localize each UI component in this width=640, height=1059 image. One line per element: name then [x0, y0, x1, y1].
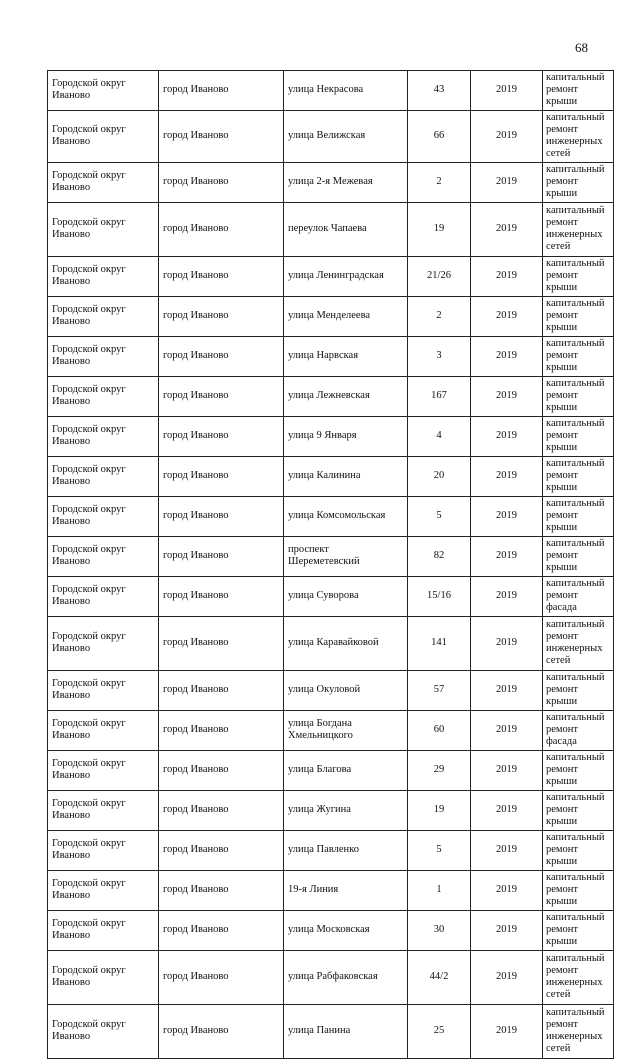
cell-municipality: Городской округ Иваново — [48, 1005, 159, 1059]
cell-work-type: капитальный ремонт инженерных сетей — [543, 617, 614, 671]
cell-street: улица Калинина — [284, 457, 408, 497]
cell-settlement: город Иваново — [159, 257, 284, 297]
cell-settlement: город Иваново — [159, 751, 284, 791]
cell-house-number: 82 — [408, 537, 471, 577]
cell-street: улица Панина — [284, 1005, 408, 1059]
cell-street: улица Некрасова — [284, 71, 408, 111]
cell-municipality: Городской округ Иваново — [48, 711, 159, 751]
repair-program-table — [47, 70, 614, 1059]
cell-year: 2019 — [471, 163, 543, 203]
cell-municipality: Городской округ Иваново — [48, 831, 159, 871]
cell-street: улица Комсомольская — [284, 497, 408, 537]
table-row — [48, 203, 614, 257]
cell-house-number: 43 — [408, 71, 471, 111]
cell-settlement: город Иваново — [159, 537, 284, 577]
cell-house-number: 66 — [408, 111, 471, 163]
table-row — [48, 111, 614, 163]
cell-municipality: Городской округ Иваново — [48, 671, 159, 711]
cell-municipality: Городской округ Иваново — [48, 163, 159, 203]
cell-house-number: 29 — [408, 751, 471, 791]
cell-work-type: капитальный ремонт крыши — [543, 457, 614, 497]
cell-work-type: капитальный ремонт инженерных сетей — [543, 1005, 614, 1059]
cell-work-type: капитальный ремонт инженерных сетей — [543, 203, 614, 257]
cell-settlement: город Иваново — [159, 711, 284, 751]
cell-year: 2019 — [471, 671, 543, 711]
cell-work-type: капитальный ремонт крыши — [543, 911, 614, 951]
table-row — [48, 617, 614, 671]
cell-house-number: 3 — [408, 337, 471, 377]
table-body — [48, 71, 614, 1059]
cell-work-type: капитальный ремонт крыши — [543, 337, 614, 377]
cell-municipality: Городской округ Иваново — [48, 71, 159, 111]
cell-year: 2019 — [471, 577, 543, 617]
cell-municipality: Городской округ Иваново — [48, 871, 159, 911]
cell-work-type: капитальный ремонт крыши — [543, 297, 614, 337]
cell-house-number: 20 — [408, 457, 471, 497]
cell-settlement: город Иваново — [159, 671, 284, 711]
cell-settlement: город Иваново — [159, 831, 284, 871]
cell-house-number: 2 — [408, 163, 471, 203]
cell-house-number: 30 — [408, 911, 471, 951]
cell-municipality: Городской округ Иваново — [48, 617, 159, 671]
table-row — [48, 163, 614, 203]
cell-settlement: город Иваново — [159, 163, 284, 203]
table-row — [48, 537, 614, 577]
cell-work-type: капитальный ремонт инженерных сетей — [543, 951, 614, 1005]
cell-municipality: Городской округ Иваново — [48, 377, 159, 417]
cell-street: улица Суворова — [284, 577, 408, 617]
cell-municipality: Городской округ Иваново — [48, 791, 159, 831]
cell-street: улица Рабфаковская — [284, 951, 408, 1005]
cell-house-number: 60 — [408, 711, 471, 751]
cell-house-number: 2 — [408, 297, 471, 337]
cell-municipality: Городской округ Иваново — [48, 951, 159, 1005]
cell-year: 2019 — [471, 791, 543, 831]
cell-street: улица Каравайковой — [284, 617, 408, 671]
cell-settlement: город Иваново — [159, 457, 284, 497]
cell-settlement: город Иваново — [159, 203, 284, 257]
cell-settlement: город Иваново — [159, 577, 284, 617]
cell-street: улица Лежневская — [284, 377, 408, 417]
page-number: 68 — [575, 40, 588, 55]
cell-year: 2019 — [471, 911, 543, 951]
cell-street: улица Богдана Хмельницкого — [284, 711, 408, 751]
cell-settlement: город Иваново — [159, 1005, 284, 1059]
cell-house-number: 167 — [408, 377, 471, 417]
cell-work-type: капитальный ремонт крыши — [543, 871, 614, 911]
cell-work-type: капитальный ремонт крыши — [543, 497, 614, 537]
cell-municipality: Городской округ Иваново — [48, 257, 159, 297]
cell-house-number: 15/16 — [408, 577, 471, 617]
cell-work-type: капитальный ремонт фасада — [543, 711, 614, 751]
cell-year: 2019 — [471, 751, 543, 791]
cell-house-number: 5 — [408, 831, 471, 871]
cell-house-number: 44/2 — [408, 951, 471, 1005]
table-row — [48, 951, 614, 1005]
cell-work-type: капитальный ремонт крыши — [543, 257, 614, 297]
cell-year: 2019 — [471, 617, 543, 671]
cell-municipality: Городской округ Иваново — [48, 297, 159, 337]
cell-house-number: 4 — [408, 417, 471, 457]
cell-year: 2019 — [471, 871, 543, 911]
cell-settlement: город Иваново — [159, 71, 284, 111]
cell-year: 2019 — [471, 111, 543, 163]
cell-year: 2019 — [471, 711, 543, 751]
cell-work-type: капитальный ремонт крыши — [543, 671, 614, 711]
cell-settlement: город Иваново — [159, 417, 284, 457]
cell-street: улица Окуловой — [284, 671, 408, 711]
cell-house-number: 19 — [408, 791, 471, 831]
cell-street: улица Ленинградская — [284, 257, 408, 297]
cell-work-type: капитальный ремонт крыши — [543, 751, 614, 791]
cell-work-type: капитальный ремонт инженерных сетей — [543, 111, 614, 163]
table-row — [48, 751, 614, 791]
cell-house-number: 21/26 — [408, 257, 471, 297]
cell-settlement: город Иваново — [159, 497, 284, 537]
cell-street: улица 9 Января — [284, 417, 408, 457]
cell-settlement: город Иваново — [159, 617, 284, 671]
cell-settlement: город Иваново — [159, 297, 284, 337]
cell-street: улица Благова — [284, 751, 408, 791]
table-row — [48, 417, 614, 457]
cell-house-number: 5 — [408, 497, 471, 537]
table-row — [48, 831, 614, 871]
cell-municipality: Городской округ Иваново — [48, 457, 159, 497]
table-row — [48, 257, 614, 297]
table-row — [48, 297, 614, 337]
cell-house-number: 19 — [408, 203, 471, 257]
cell-municipality: Городской округ Иваново — [48, 911, 159, 951]
table-row — [48, 1005, 614, 1059]
table-row — [48, 711, 614, 751]
cell-street: улица Жугина — [284, 791, 408, 831]
cell-settlement: город Иваново — [159, 791, 284, 831]
table-row — [48, 671, 614, 711]
cell-year: 2019 — [471, 831, 543, 871]
cell-work-type: капитальный ремонт крыши — [543, 377, 614, 417]
cell-street: улица Менделеева — [284, 297, 408, 337]
table-row — [48, 337, 614, 377]
cell-street: проспект Шереметевский — [284, 537, 408, 577]
cell-work-type: капитальный ремонт крыши — [543, 791, 614, 831]
cell-municipality: Городской округ Иваново — [48, 751, 159, 791]
cell-work-type: капитальный ремонт крыши — [543, 831, 614, 871]
cell-municipality: Городской округ Иваново — [48, 417, 159, 457]
cell-street: переулок Чапаева — [284, 203, 408, 257]
cell-work-type: капитальный ремонт фасада — [543, 577, 614, 617]
cell-settlement: город Иваново — [159, 951, 284, 1005]
cell-settlement: город Иваново — [159, 871, 284, 911]
cell-settlement: город Иваново — [159, 337, 284, 377]
table-row — [48, 457, 614, 497]
cell-municipality: Городской округ Иваново — [48, 203, 159, 257]
cell-year: 2019 — [471, 71, 543, 111]
table-row — [48, 577, 614, 617]
cell-year: 2019 — [471, 457, 543, 497]
cell-municipality: Городской округ Иваново — [48, 337, 159, 377]
cell-year: 2019 — [471, 497, 543, 537]
cell-street: 19-я Линия — [284, 871, 408, 911]
cell-street: улица 2-я Межевая — [284, 163, 408, 203]
cell-year: 2019 — [471, 257, 543, 297]
cell-settlement: город Иваново — [159, 911, 284, 951]
cell-street: улица Нарвская — [284, 337, 408, 377]
table-row — [48, 791, 614, 831]
cell-house-number: 25 — [408, 1005, 471, 1059]
table-row — [48, 71, 614, 111]
cell-work-type: капитальный ремонт крыши — [543, 163, 614, 203]
cell-street: улица Московская — [284, 911, 408, 951]
cell-year: 2019 — [471, 337, 543, 377]
cell-municipality: Городской округ Иваново — [48, 497, 159, 537]
cell-year: 2019 — [471, 1005, 543, 1059]
cell-year: 2019 — [471, 377, 543, 417]
cell-year: 2019 — [471, 417, 543, 457]
cell-year: 2019 — [471, 297, 543, 337]
cell-house-number: 141 — [408, 617, 471, 671]
table-row — [48, 911, 614, 951]
cell-street: улица Павленко — [284, 831, 408, 871]
cell-municipality: Городской округ Иваново — [48, 537, 159, 577]
cell-municipality: Городской округ Иваново — [48, 577, 159, 617]
cell-house-number: 1 — [408, 871, 471, 911]
cell-work-type: капитальный ремонт крыши — [543, 417, 614, 457]
cell-house-number: 57 — [408, 671, 471, 711]
cell-settlement: город Иваново — [159, 377, 284, 417]
cell-work-type: капитальный ремонт крыши — [543, 71, 614, 111]
cell-municipality: Городской округ Иваново — [48, 111, 159, 163]
cell-work-type: капитальный ремонт крыши — [543, 537, 614, 577]
cell-year: 2019 — [471, 203, 543, 257]
cell-year: 2019 — [471, 537, 543, 577]
cell-street: улица Велижская — [284, 111, 408, 163]
cell-year: 2019 — [471, 951, 543, 1005]
table-row — [48, 497, 614, 537]
cell-settlement: город Иваново — [159, 111, 284, 163]
table-row — [48, 377, 614, 417]
